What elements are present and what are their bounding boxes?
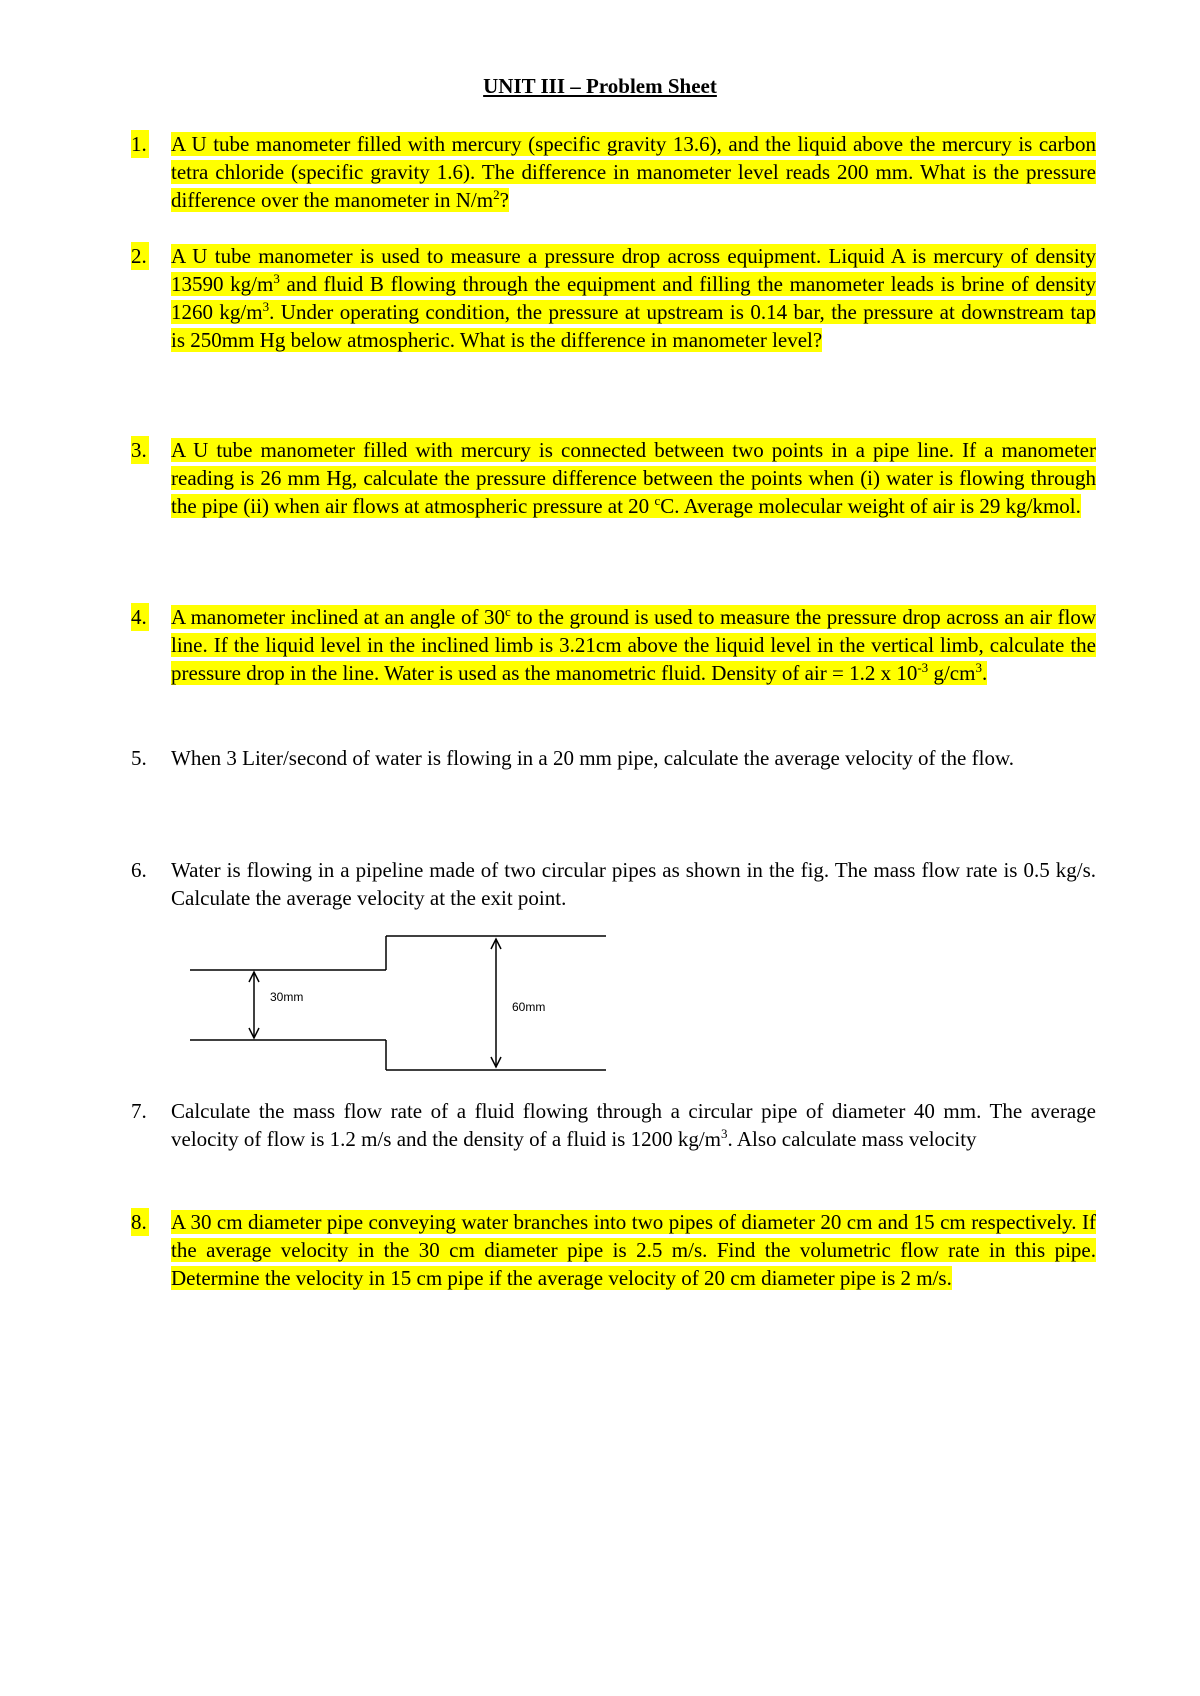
page-title: UNIT III – Problem Sheet xyxy=(483,74,717,98)
problem-1 xyxy=(131,130,1096,214)
problem-number: 4. xyxy=(131,605,147,629)
problem-text: A U tube manometer filled with mercury (specific gravity 13.6), and the liquid above the mercury is carbon tetra chloride (specific gravity 1.6). The difference in manometer level reads 200 mm. What is the pressure difference over the manometer in $N/m^2$? xyxy=(171,132,1096,212)
problem-4 xyxy=(131,603,1096,687)
pipe-diagram-drawing xyxy=(186,928,616,1076)
problem-number: 3. xyxy=(131,438,147,462)
problem-number: 6. xyxy=(131,858,147,882)
problem-6 xyxy=(131,856,1096,912)
problem-text: Calculate the mass flow rate of a fluid flowing through a circular pipe of diameter 40 mm. The average velocity of flow is 1.2 m/s and the density of a fluid is 1200 $kg/m^3$. Also calculate mass velocity xyxy=(171,1099,1096,1151)
problem-text: A 30 cm diameter pipe conveying water branches into two pipes of diameter 20 cm and 15 cm respectively. If the average velocity in the 30 cm diameter pipe is 2.5 m/s. Find the volumetric flow rate in this pipe. Determine the velocity in 15 cm pipe if the average velocity of 20 cm diameter pipe is 2 m/s. xyxy=(171,1210,1096,1290)
problem-5 xyxy=(131,744,1096,772)
problem-8 xyxy=(131,1208,1096,1292)
problem-number: 7. xyxy=(131,1099,147,1123)
problem-7 xyxy=(131,1097,1096,1153)
large-pipe-diameter-label: 60mm xyxy=(512,1000,546,1014)
problem-3 xyxy=(131,436,1096,520)
problem-text: A U tube manometer is used to measure a pressure drop across equipment. Liquid A is mercury of density 13590 $kg/m^3$ and fluid B flowing through the equipment and filling the manometer leads is brine of density 1260 $kg/m^3$. Under operating condition, the pressure at upstream is 0.14 bar, the pressure at downstream tap is 250mm Hg below atmospheric. What is the difference in manometer level? xyxy=(171,244,1097,352)
problem-2 xyxy=(131,242,1096,354)
problem-text: When 3 Liter/second of water is flowing in a 20 mm pipe, calculate the average velocity of the flow. xyxy=(171,746,1015,770)
problem-number: 5. xyxy=(131,746,147,770)
problem-number: 1. xyxy=(131,132,147,156)
small-pipe-diameter-label: 30mm xyxy=(270,990,304,1004)
problem-text: Water is flowing in a pipeline made of two circular pipes as shown in the fig. The mass flow rate is 0.5 kg/s. Calculate the average velocity at the exit point. xyxy=(171,858,1096,910)
problem-text: A manometer inclined at an angle of 30$^c$ to the ground is used to measure the pressure drop across an air flow line. If the liquid level in the inclined limb is 3.21cm above the liquid level in the vertical limb, calculate the pressure drop in the line. Water is used as the manometric fluid. Density of air = 1.2 x $10^{-3}$ $g/cm^3$. xyxy=(171,604,1096,685)
problem-text: A U tube manometer filled with mercury is connected between two points in a pipe line. If a manometer reading is 26 mm Hg, calculate the pressure difference between the points when (i) water is flowing through the pipe (ii) when air flows at atmospheric pressure at 20 $^c$C. Average molecular weight of air is 29 kg/kmol. xyxy=(171,438,1096,518)
problem-number: 8. xyxy=(131,1210,147,1234)
pipe-diagram xyxy=(186,928,616,1076)
problem-number: 2. xyxy=(131,244,147,268)
